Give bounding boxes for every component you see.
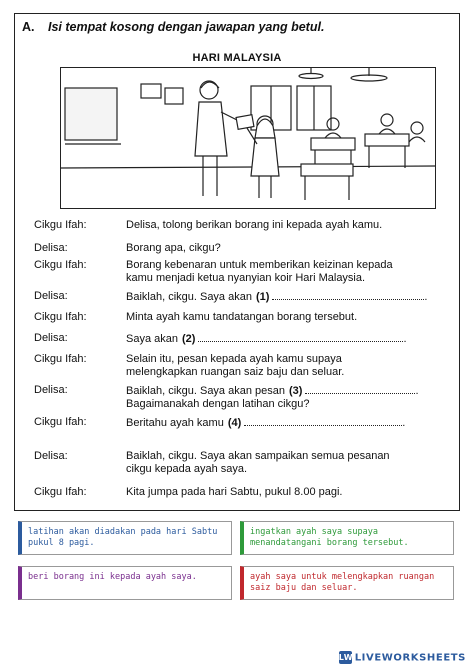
speech-line-text: Kita jumpa pada hari Sabtu, pukul 8.00 pagi. [126, 486, 343, 498]
answer-blank[interactable] [198, 332, 403, 342]
instruction-text: Isi tempat kosong dengan jawapan yang betul. [47, 20, 325, 34]
speech-text [126, 384, 442, 411]
speech-line-text: Minta ayah kamu tandatangan borang tersebut. [126, 311, 358, 323]
answer-option-card[interactable] [240, 566, 454, 600]
speech-line [126, 384, 442, 398]
speech-line-text: Bagaimanakah dengan latihan cikgu? [126, 398, 310, 410]
speaker-name: Delisa: [34, 450, 68, 462]
speech-line [126, 486, 442, 499]
answer-option-card[interactable] [18, 566, 232, 600]
logo-text: LIVEWORKSHEETS [354, 652, 466, 664]
speech-line [126, 366, 442, 379]
speech-line [126, 259, 442, 272]
speech-line [126, 463, 442, 476]
speech-line [126, 416, 442, 430]
instruction-letter: A. [22, 20, 35, 34]
answer-option-text: ingatkan ayah saya supaya menandatangani borang tersebut. [250, 527, 409, 548]
speaker-name: Cikgu Ifah: [34, 311, 87, 323]
speech-line [126, 272, 442, 285]
speaker-name: Cikgu Ifah: [34, 219, 87, 231]
speech-line [126, 219, 442, 232]
speech-line [126, 332, 442, 346]
speaker-name: Delisa: [34, 242, 68, 254]
answer-option-text: latihan akan diadakan pada hari Sabtu pukul 8 pagi. [28, 527, 218, 548]
blank-period: . [402, 417, 406, 429]
speech-line [126, 311, 442, 324]
blank-number: (2) [181, 333, 196, 345]
speaker-name: Cikgu Ifah: [34, 486, 87, 498]
speech-line-text: Baiklah, cikgu. Saya akan sampaikan semua pesanan [126, 450, 390, 462]
speech-line-text: Saya akan [126, 333, 178, 345]
speech-text [126, 450, 442, 476]
speech-line-text: Baiklah, cikgu. Saya akan [126, 291, 252, 303]
blank-period: . [424, 291, 428, 303]
speech-line-text: Beritahu ayah kamu [126, 417, 224, 429]
speech-line-text: Delisa, tolong berikan borang ini kepada ayah kamu. [126, 219, 383, 231]
blank-number: (1) [255, 291, 270, 303]
speaker-name: Delisa: [34, 332, 68, 344]
speech-text [126, 242, 442, 255]
speech-line [126, 450, 442, 463]
speaker-name: Cikgu Ifah: [34, 353, 87, 365]
speech-text [126, 259, 442, 285]
answer-blank[interactable] [305, 384, 415, 394]
blank-number: (3) [289, 385, 303, 397]
speech-text [126, 219, 442, 232]
answer-blank[interactable] [272, 290, 424, 300]
answer-option-card[interactable] [240, 521, 454, 555]
speech-text [126, 290, 442, 304]
speech-text [126, 486, 442, 499]
answer-option-card[interactable] [18, 521, 232, 555]
speech-line [126, 242, 442, 255]
speaker-name: Delisa: [34, 384, 68, 396]
liveworksheets-mark-icon: LW [338, 653, 354, 662]
speech-line-text: melengkapkan ruangan saiz baju dan seluar. [126, 366, 345, 378]
speaker-name: Cikgu Ifah: [34, 259, 87, 271]
speech-text [126, 332, 442, 346]
blank-period: . [415, 385, 419, 397]
liveworksheets-logo[interactable] [339, 651, 466, 665]
speech-text [126, 416, 442, 430]
speech-line-text: kamu menjadi ketua nyanyian koir Hari Malaysia. [126, 272, 366, 284]
speech-line [126, 398, 442, 411]
worksheet-title: HARI MALAYSIA [192, 52, 282, 64]
speech-line-text: Selain itu, pesan kepada ayah kamu supaya [126, 353, 342, 365]
speech-line [126, 290, 442, 304]
speaker-name: Cikgu Ifah: [34, 416, 87, 428]
speech-line-text: cikgu kepada ayah saya. [126, 463, 248, 475]
speech-line-text: Borang kebenaran untuk memberikan keizinan kepada [126, 259, 393, 271]
speech-line-text: Borang apa, cikgu? [126, 242, 221, 254]
speech-line [126, 353, 442, 366]
blank-period: . [403, 333, 407, 345]
answer-option-text: beri borang ini kepada ayah saya. [28, 572, 197, 582]
speech-text [126, 311, 442, 324]
answer-blank[interactable] [244, 416, 402, 426]
answer-option-text: ayah saya untuk melengkapkan ruangan saiz baju dan seluar. [250, 572, 435, 593]
speech-line-text: Baiklah, cikgu. Saya akan pesan [126, 385, 285, 397]
blank-number: (4) [227, 417, 242, 429]
speech-text [126, 353, 442, 379]
speaker-name: Delisa: [34, 290, 68, 302]
